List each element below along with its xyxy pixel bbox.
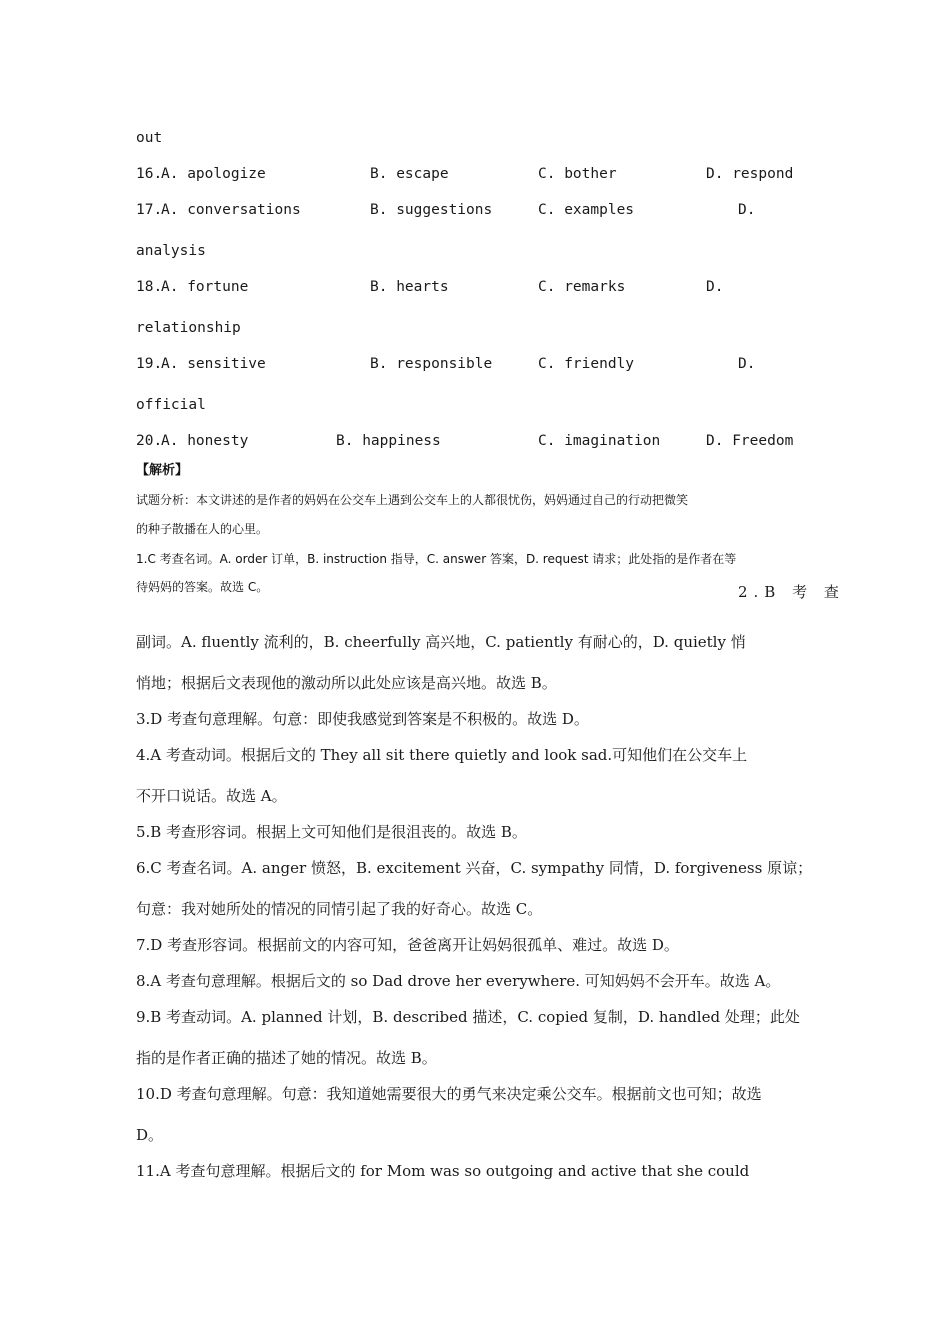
option-c: C. friendly (538, 356, 635, 372)
analysis-line: 副词。A. fluently 流利的，B. cheerfully 高兴地，C. patiently 有耐心的，D. quietly 悄 (136, 633, 746, 651)
question-number: 20. (136, 433, 163, 449)
analysis-line: 悄地；根据后文表现他的激动所以此处应该是高兴地。故选 B。 (136, 674, 557, 692)
option-d-wrap: analysis (136, 243, 206, 259)
option-c: C. imagination (538, 433, 661, 449)
question-number: 16. (136, 166, 163, 182)
option-c: C. bother (538, 166, 617, 182)
analysis-heading: 【解析】 (136, 463, 189, 478)
question-number: 17. (136, 202, 163, 218)
analysis-summary: 试题分析：本文讲述的是作者的妈妈在公交车上遇到公交车上的人都很忧伤，妈妈通过自己的行动把微笑 (136, 493, 689, 507)
option-b: B. responsible (370, 356, 493, 372)
option-d-wrap: relationship (136, 320, 241, 336)
option-a: A. conversations (161, 202, 301, 218)
option-b: B. hearts (370, 279, 449, 295)
analysis-line: 7.D 考查形容词。根据前文的内容可知，爸爸离开让妈妈很孤单、难过。故选 D。 (136, 936, 679, 954)
analysis-line: 9.B 考查动词。A. planned 计划，B. described 描述，C. copied 复制，D. handled 处理；此处 (136, 1008, 800, 1026)
option-a: A. fortune (161, 279, 249, 295)
analysis-line: 不开口说话。故选 A。 (136, 787, 287, 805)
question-number: 18. (136, 279, 163, 295)
option-c: C. examples (538, 202, 635, 218)
option-d: D. (738, 356, 756, 372)
question-number: 19. (136, 356, 163, 372)
analysis-line: 6.C 考查名词。A. anger 愤怒，B. excitement 兴奋，C. sympathy 同情，D. forgiveness 原谅； (136, 859, 813, 877)
option-b: B. suggestions (370, 202, 493, 218)
analysis-line: D。 (136, 1126, 164, 1144)
option-a: A. honesty (161, 433, 249, 449)
option-d: D. (738, 202, 756, 218)
analysis-line: 3.D 考查句意理解。句意：即使我感觉到答案是不积极的。故选 D。 (136, 710, 589, 728)
option-d-wrap: official (136, 397, 206, 413)
option-d: D. (706, 279, 724, 295)
analysis-line: 指的是作者正确的描述了她的情况。故选 B。 (136, 1049, 437, 1067)
option-d: D. Freedom (706, 433, 794, 449)
option-a: A. sensitive (161, 356, 266, 372)
analysis-line: 4.A 考查动词。根据后文的 They all sit there quietly and look sad.可知他们在公交车上 (136, 746, 748, 764)
analysis-line: 句意：我对她所处的情况的同情引起了我的好奇心。故选 C。 (136, 900, 543, 918)
analysis-item: 1.C 考查名词。A. order 订单，B. instruction 指导，C. answer 答案，D. request 请求；此处指的是作者在等 (136, 552, 737, 566)
option-d: D. respond (706, 166, 794, 182)
analysis-line: 11.A 考查句意理解。根据后文的 for Mom was so outgoing and active that she could (136, 1162, 750, 1180)
analysis-line: 5.B 考查形容词。根据上文可知他们是很沮丧的。故选 B。 (136, 823, 527, 841)
option-c: C. remarks (538, 279, 626, 295)
analysis-item: 待妈妈的答案。故选 C。 (136, 580, 269, 594)
analysis-line: 10.D 考查句意理解。句意：我知道她需要很大的勇气来决定乘公交车。根据前文也可知；故选 (136, 1085, 762, 1103)
option-a: A. apologize (161, 166, 266, 182)
analysis-summary: 的种子散播在人的心里。 (136, 522, 269, 536)
analysis-item: 2.B 考 查 (738, 583, 845, 601)
option-b: B. escape (370, 166, 449, 182)
text-line: out (136, 130, 163, 146)
option-b: B. happiness (336, 433, 441, 449)
analysis-line: 8.A 考查句意理解。根据后文的 so Dad drove her everywhere. 可知妈妈不会开车。故选 A。 (136, 972, 781, 990)
